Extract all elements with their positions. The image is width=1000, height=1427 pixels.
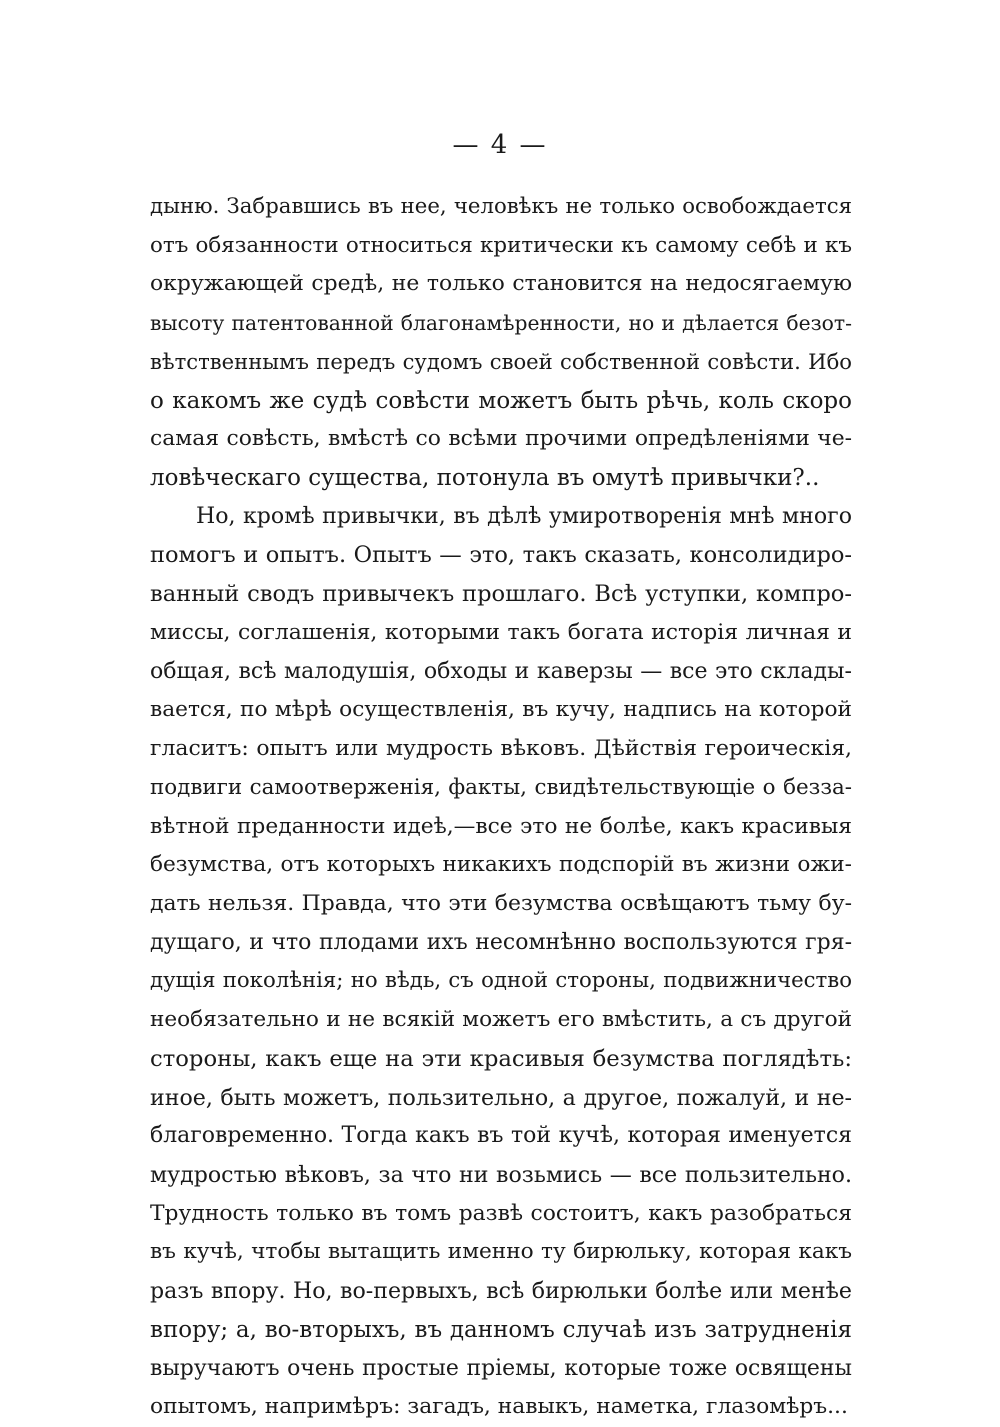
text-line: ванный сводъ привычекъ прошлаго. Всѣ уступки, компро- xyxy=(150,581,852,608)
text-line: разъ впору. Но, во-первыхъ, всѣ бирюльки болѣе или менѣе xyxy=(150,1278,852,1305)
text-line: подвиги самоотверженія, факты, свидѣтельствующіе о безза- xyxy=(150,774,852,800)
text-line: выручаютъ очень простые пріемы, которые тоже освящены xyxy=(150,1355,852,1381)
text-line: дать нельзя. Правда, что эти безумства освѣщаютъ тьму бу- xyxy=(150,890,852,916)
text-line: въ кучѣ, чтобы вытащить именно ту бирюльку, которая какъ xyxy=(150,1239,852,1265)
text-line: миссы, соглашенія, которыми такъ богата исторія личная и xyxy=(150,619,852,645)
text-line: Но, кромѣ привычки, въ дѣлѣ умиротворенія мнѣ много xyxy=(196,503,852,529)
text-line: дыню. Забравшись въ нее, человѣкъ не только освобождается xyxy=(150,194,852,219)
text-line: благовременно. Тогда какъ въ той кучѣ, которая именуется xyxy=(150,1123,852,1149)
text-line: безумства, отъ которыхъ никакихъ подспорій въ жизни ожи- xyxy=(150,852,852,878)
text-line: окружающей средѣ, не только становится на недосягаемую xyxy=(150,271,852,297)
paragraph xyxy=(150,498,852,1427)
text-line: вѣтной преданности идеѣ,—все это не болѣе, какъ красивыя xyxy=(150,813,852,839)
text-line: опытомъ, напримѣръ: загадъ, навыкъ, наметка, глазомѣръ... xyxy=(150,1394,848,1420)
text-line: вается, по мѣрѣ осуществленія, въ кучу, надпись на которой xyxy=(150,697,852,723)
page-number: — 4 — xyxy=(452,130,548,160)
text-line: мудростью вѣковъ, за что ни возьмись — все пользительно. xyxy=(150,1161,852,1188)
text-line: стороны, какъ еще на эти красивыя безумства поглядѣть: xyxy=(150,1045,852,1072)
text-line: необязательно и не всякій можетъ его вмѣстить, а съ другой xyxy=(150,1007,852,1033)
text-line: дущаго, и что плодами ихъ несомнѣнно воспользуются гря- xyxy=(150,929,852,955)
text-line: ловѣческаго существа, потонула въ омутѣ привычки?.. xyxy=(150,465,820,492)
text-block xyxy=(150,188,852,1427)
text-line: впору; а, во-вторыхъ, въ данномъ случаѣ изъ затрудненія xyxy=(150,1316,852,1343)
text-line: вѣтственнымъ передъ судомъ своей собственной совѣсти. Ибо xyxy=(150,348,852,374)
text-line: высоту патентованной благонамѣренности, но и дѣлается безот- xyxy=(150,311,852,336)
text-line: помогъ и опытъ. Опытъ — это, такъ сказать, консолидиро- xyxy=(150,542,852,569)
text-line: гласитъ: опытъ или мудрость вѣковъ. Дѣйствія героическія, xyxy=(150,736,852,762)
text-line: самая совѣсть, вмѣстѣ со всѣми прочими опредѣленіями че- xyxy=(150,426,852,452)
text-line: отъ обязанности относиться критически къ самому себѣ и къ xyxy=(150,232,852,258)
paragraph xyxy=(150,188,852,498)
text-line: иное, быть можетъ, пользительно, а другое, пожалуй, и не- xyxy=(150,1084,852,1111)
text-line: о какомъ же судѣ совѣсти можетъ быть рѣчь, коль скоро xyxy=(150,387,852,414)
text-line: дущія поколѣнія; но вѣдь, съ одной стороны, подвижничество xyxy=(150,968,852,994)
text-line: Трудность только въ томъ развѣ состоитъ, какъ разобраться xyxy=(150,1200,852,1226)
text-line: общая, всѣ малодушія, обходы и каверзы — все это склады- xyxy=(150,658,852,684)
